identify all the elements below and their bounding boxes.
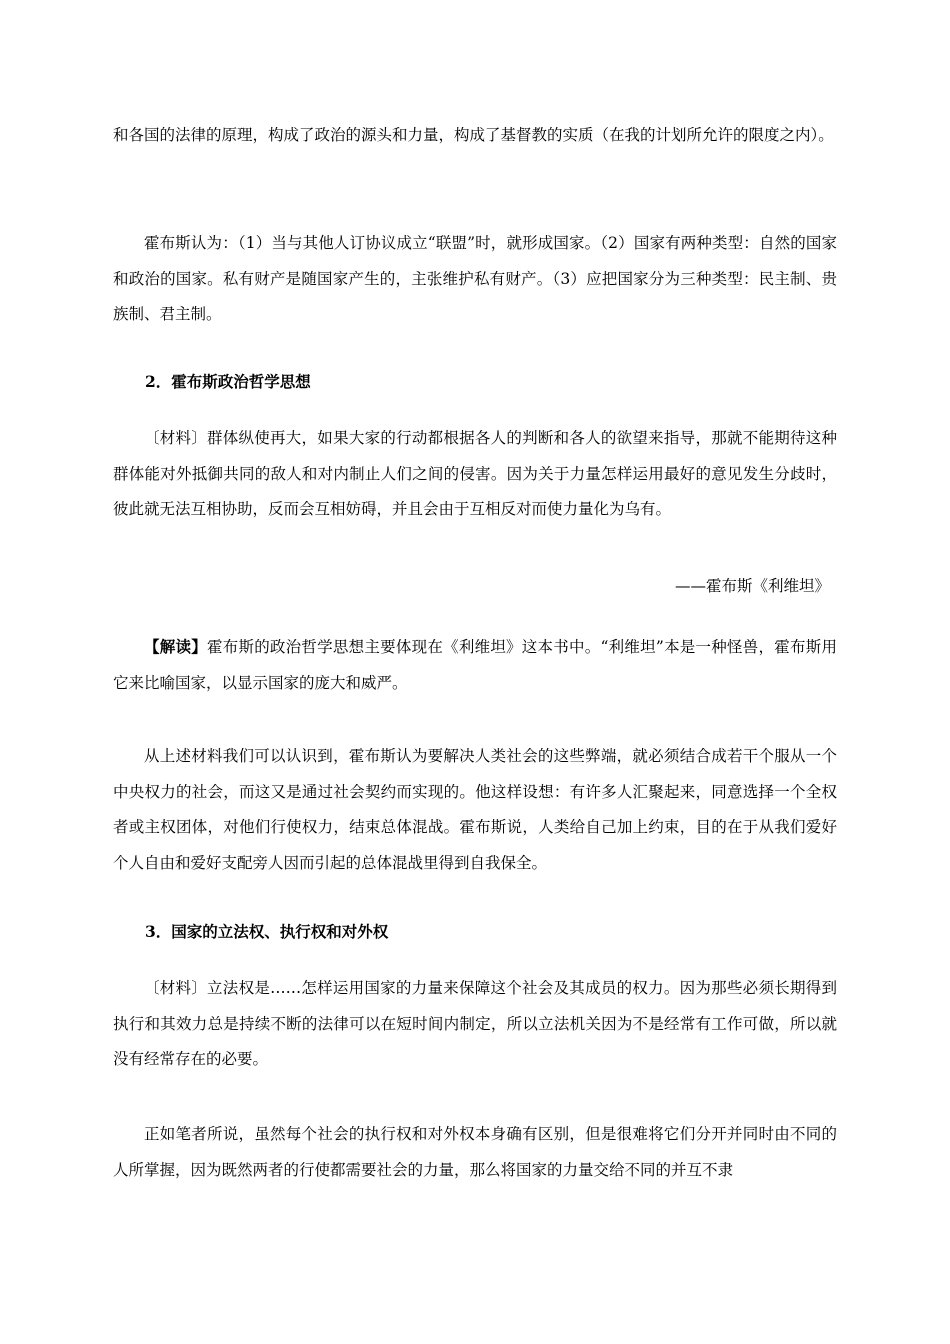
paragraph-executive-federative: 正如笔者所说，虽然每个社会的执行权和对外权本身确有区别，但是很难将它们分开并同时由不同的人所掌握，因为既然两者的行使都需要社会的力量，那么将国家的力量交给不同的并互不隶 xyxy=(113,1125,837,1179)
paragraph-constitution: 和各国的法律的原理，构成了政治的源头和力量，构成了基督教的实质（在我的计划所允许的限度之内）。 xyxy=(113,126,834,144)
section-heading-hobbes-philosophy: 2．霍布斯政治哲学思想 xyxy=(145,372,311,391)
section-heading-state-powers: 3．国家的立法权、执行权和对外权 xyxy=(145,922,389,941)
interpretation-text: 霍布斯的政治哲学思想主要体现在《利维坦》这本书中。“利维坦”本是一种怪兽，霍布斯用它来比喻国家，以显示国家的庞大和威严。 xyxy=(113,638,837,692)
interpretation-tag: 【解读】 xyxy=(144,637,207,656)
paragraph-interpretation xyxy=(113,629,837,701)
quote-source: ——霍布斯《利维坦》 xyxy=(674,577,830,595)
paragraph-hobbes-state-types: 霍布斯认为：（1）当与其他人订协议成立“联盟”时，就形成国家。（2）国家有两种类型：自然的国家和政治的国家。私有财产是随国家产生的，主张维护私有财产。（3）应把国家分为三种类型：民主制、贵族制、君主制。 xyxy=(113,234,837,323)
paragraph-social-contract: 从上述材料我们可以认识到，霍布斯认为要解决人类社会的这些弊端，就必须结合成若干个服从一个中央权力的社会，而这又是通过社会契约而实现的。他这样设想：有许多人汇聚起来，同意选择一个全权者或主权团体，对他们行使权力，结束总体混战。霍布斯说，人类给自己加上约束，目的在于从我们爱好个人自由和爱好支配旁人因而引起的总体混战里得到自我保全。 xyxy=(113,747,837,872)
paragraph-material-legislative: 〔材料〕立法权是……怎样运用国家的力量来保障这个社会及其成员的权力。因为那些必须长期得到执行和其效力总是持续不断的法律可以在短时间内制定，所以立法机关因为不是经常有工作可做，所以就没有经常存在的必要。 xyxy=(113,979,837,1068)
paragraph-material-leviathan: 〔材料〕群体纵使再大，如果大家的行动都根据各人的判断和各人的欲望来指导，那就不能期待这种群体能对外抵御共同的敌人和对内制止人们之间的侵害。因为关于力量怎样运用最好的意见发生分歧时，彼此就无法互相协助，反而会互相妨碍，并且会由于互相反对而使力量化为乌有。 xyxy=(113,429,837,518)
